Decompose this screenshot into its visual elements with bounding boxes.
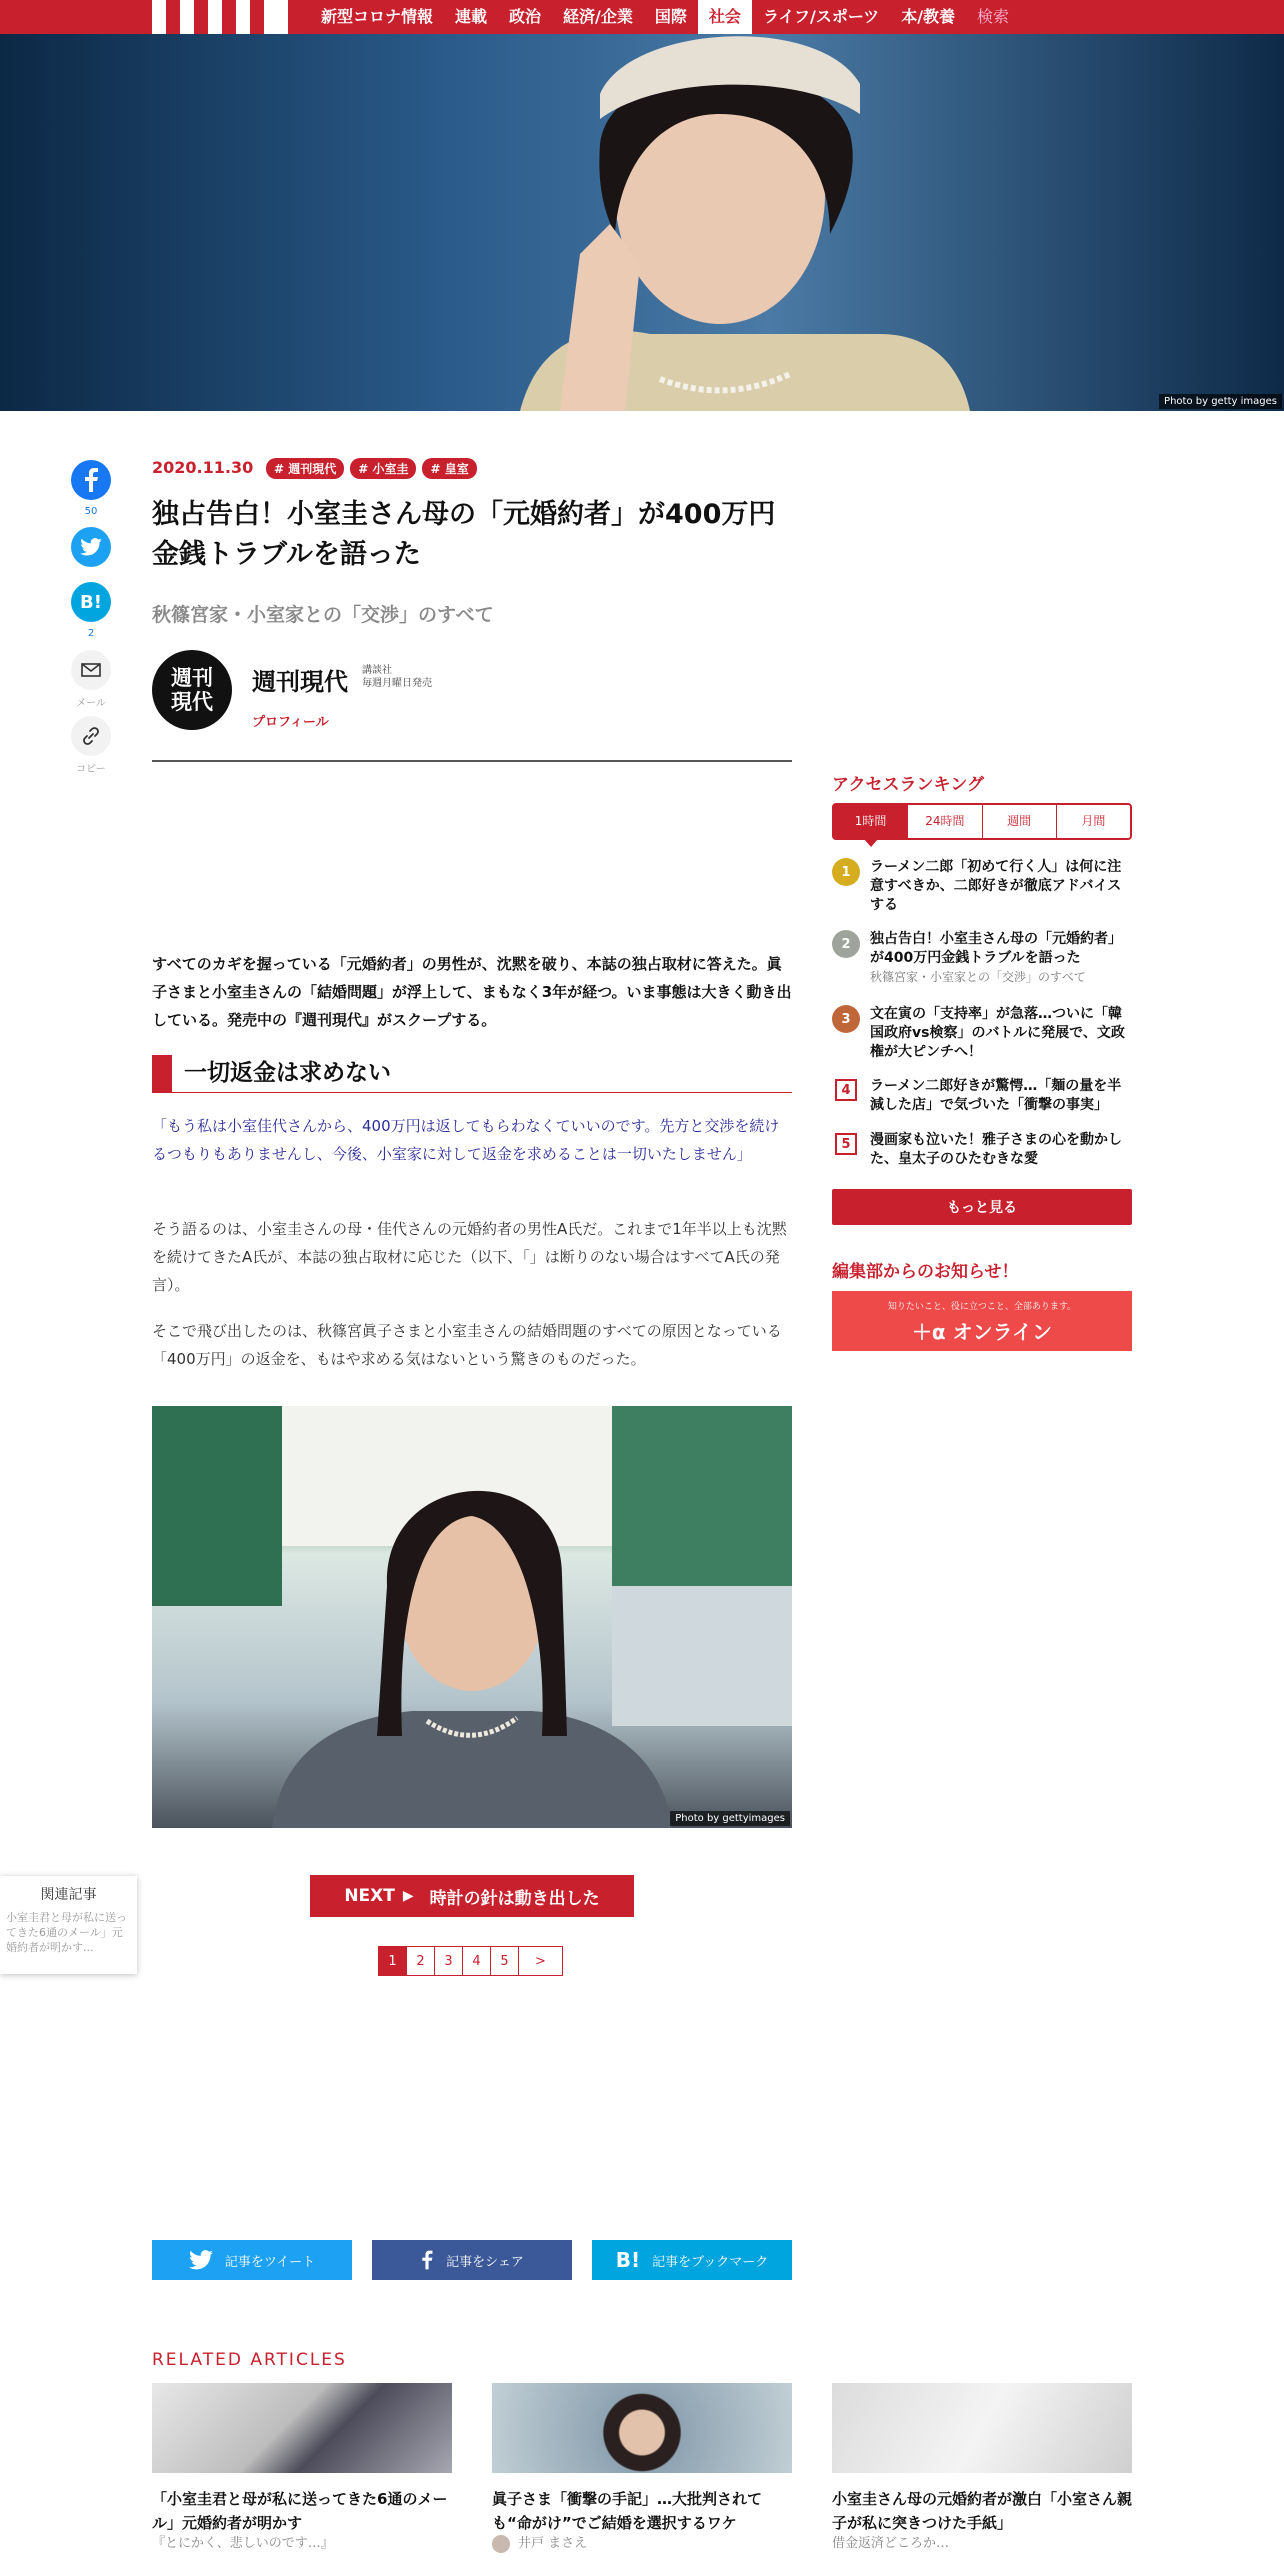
nav-item-international[interactable]: 国際 [654,7,687,26]
tweet-label: 記事をツイート [224,2254,316,2270]
article-paragraph: そう語るのは、小室圭さんの母・佳代さんの元婚約者の男性A氏だ。これまで1年半以上も沈黙を続けてきたA氏が、本誌の独占取材に応じた（以下、「」は断りのない場合はすべてA氏の発言）。 [152,1220,787,1294]
tweet-button[interactable] [152,2240,352,2280]
related-float-text: 小室圭君と母が私に送ってきた6通のメール」元婚約者が明かす... [6,1911,127,1954]
rank-badge-silver: 2 [832,930,860,958]
mail-label: メール [76,698,106,709]
page-next-link[interactable]: > [518,1946,563,1976]
page-link-1[interactable]: 1 [378,1946,407,1976]
related-card-title: 小室圭さん母の元婚約者が激白「小室さん親子が私に突きつけた手紙」 [832,2490,1133,2532]
hero-image [0,34,1284,411]
hatena-share-count: 2 [87,628,95,639]
ranking-item-title: 文在寅の「支持率」が急落…ついに「韓国政府vs検察」のバトルに発展で、文政権が大ピンチへ！ [870,1006,1125,1060]
publisher-name: 講談社 [362,665,392,676]
next-label: NEXT [344,1886,395,1906]
ranking-item-title: ラーメン二郎「初めて行く人」は何に注意すべきか、二郎好きが徹底アドバイスする [870,859,1122,913]
related-card-title: 「小室圭君と母が私に送ってきた6通のメール」元婚約者が明かす [152,2490,448,2532]
hatena-bookmark-icon: B! [615,2248,641,2272]
tab-monthly[interactable]: 月間 [1056,805,1130,838]
hero-photo-credit: Photo by getty images [1159,394,1282,409]
related-articles-title: RELATED ARTICLES [152,2350,347,2370]
twitter-icon [71,527,111,567]
ranking-tabs [832,803,1132,840]
article-lead: すべてのカギを握っている「元婚約者」の男性が、沈黙を破り、本誌の独占取材に答えた。眞子さまと小室圭さんの「結婚問題」が浮上して、まもなく3年が経つ。いま事態は大きく動き出している。発売中の『週刊現代』がスクープする。 [152,955,792,1029]
article-tags [266,458,483,479]
page-link-3[interactable]: 3 [434,1946,463,1976]
tag-komuro-kei[interactable]: # 小室圭 [350,458,416,479]
ranking-item-title: ラーメン二郎好きが驚愕…「麺の量を半減した店」で気づいた「衝撃の事実」 [870,1078,1122,1113]
facebook-icon [420,2248,434,2272]
related-float-title: 関連記事 [40,1887,97,1903]
pagination [378,1946,562,1976]
header-divider [152,760,792,762]
facebook-icon [71,460,111,500]
ranking-item[interactable] [832,858,1132,915]
article-photo [152,1406,792,1828]
related-thumbnail [832,2383,1132,2473]
nav-menu [310,0,1020,34]
nav-item-corona[interactable]: 新型コロナ情報 [321,7,434,26]
publish-schedule: 毎週月曜日発売 [362,678,432,689]
tab-24-hours[interactable]: 24時間 [907,805,981,838]
author-logo[interactable] [152,650,232,730]
share-twitter[interactable] [71,527,111,567]
hatena-bookmark-icon: B! [71,582,111,622]
related-card-title: 眞子さま「衝撃の手記」…大批判されても“命がけ”でご結婚を選択するワケ [492,2490,763,2532]
related-card-sub: 借金返済どころか… [832,2536,950,2551]
alpha-online-banner[interactable] [832,1291,1132,1351]
site-logo[interactable] [152,0,288,34]
nav-item-society[interactable]: 社会 [698,0,752,34]
article-subtitle: 秋篠宮家・小室家との「交渉」のすべて [152,604,494,626]
ranking-item[interactable] [832,1005,1132,1062]
ranking-title: アクセスランキング [832,775,984,795]
related-article-float[interactable] [0,1876,137,1974]
alpha-banner-title: ＋α オンライン [911,1320,1053,1344]
share-label: 記事をシェア [446,2254,524,2270]
page-link-4[interactable]: 4 [462,1946,491,1976]
next-page-title: 時計の針は動き出した [429,1888,600,1909]
ranking-more-button[interactable]: もっと見る [832,1189,1132,1225]
share-mail[interactable] [71,650,111,690]
nav-search-link[interactable]: 検索 [977,7,1010,26]
tag-shukan-gendai[interactable]: # 週刊現代 [266,458,344,479]
share-copy[interactable] [71,716,111,756]
twitter-icon [189,2250,213,2270]
facebook-share-count: 50 [84,506,98,517]
next-page-button[interactable] [310,1875,634,1917]
link-icon [71,716,111,756]
nav-item-books[interactable]: 本/教養 [901,7,956,26]
page-link-5[interactable]: 5 [490,1946,519,1976]
author-name[interactable]: 週刊現代 [252,668,348,696]
rank-badge-gold: 1 [832,858,860,886]
play-icon: ▶ [402,1888,414,1904]
section-heading: 一切返金は求めない [152,1055,792,1093]
rank-badge: 4 [835,1079,857,1101]
related-thumbnail [492,2383,792,2473]
article-photo-illustration [152,1406,792,1828]
copy-label: コピー [76,764,106,775]
ranking-item[interactable] [832,930,1132,986]
article-paragraph: そこで飛び出したのは、秋篠宮眞子さまと小室圭さんの結婚問題のすべての原因となっている「400万円」の返金を、もはや求める気はないという驚きのものだった。 [152,1322,782,1368]
nav-item-series[interactable]: 連載 [455,7,488,26]
ranking-item[interactable] [832,1077,1132,1115]
bookmark-label: 記事をブックマーク [652,2254,769,2270]
related-thumbnail [152,2383,452,2473]
share-facebook[interactable] [71,460,111,500]
ranking-item[interactable] [832,1131,1132,1169]
nav-item-politics[interactable]: 政治 [509,7,542,26]
hatena-bookmark-button[interactable] [592,2240,792,2280]
related-card[interactable] [832,2383,1132,2553]
article-date: 2020.11.30 [152,458,254,477]
ranking-item-title: 漫画家も泣いた！雅子さまの心を動かした、皇太子のひたむきな愛 [870,1132,1122,1167]
rank-badge-bronze: 3 [832,1005,860,1033]
related-card[interactable] [152,2383,452,2553]
rank-badge: 5 [835,1133,857,1155]
author-avatar [492,2535,510,2553]
hero-illustration [0,34,1284,411]
facebook-share-button[interactable] [372,2240,572,2280]
article-quote: 「もう私は小室佳代さんから、400万円は返してもらわなくていいのです。先方と交渉を続けるつもりもありませんし、今後、小室家に対して返金を求めることは一切いたしません」 [152,1117,780,1163]
article-headline: 独占告白！小室圭さん母の「元婚約者」が400万円金銭トラブルを語った [152,499,776,570]
page-link-2[interactable]: 2 [406,1946,435,1976]
profile-link[interactable]: プロフィール [252,715,329,730]
notice-title: 編集部からのお知らせ！ [832,1262,1019,1282]
alpha-banner-tagline: 知りたいこと、役に立つこと、全部あります。 [887,1302,1077,1312]
tab-1-hour[interactable]: 1時間 [834,805,907,838]
related-card-sub: 『とにかく、悲しいのです…』 [152,2536,334,2551]
related-card-sub: 井戸 まさえ [518,2536,588,2551]
tab-weekly[interactable]: 週間 [982,805,1056,838]
related-card-author [492,2535,792,2553]
share-hatena[interactable] [71,582,111,622]
mail-icon [71,650,111,690]
nav-item-economy[interactable]: 経済/企業 [563,7,633,26]
related-card[interactable] [492,2383,792,2553]
tag-imperial-family[interactable]: # 皇室 [422,458,476,479]
ranking-item-title: 独占告白！小室圭さん母の「元婚約者」が400万円金銭トラブルを語った [870,931,1122,966]
author-logo-text: 週刊 現代 [171,666,213,714]
photo-credit: Photo by gettyimages [670,1811,790,1826]
ranking-item-sub: 秋篠宮家・小室家との「交渉」のすべて [870,970,1086,984]
author-publisher [362,664,432,690]
nav-item-life-sports[interactable]: ライフ/スポーツ [762,7,880,26]
